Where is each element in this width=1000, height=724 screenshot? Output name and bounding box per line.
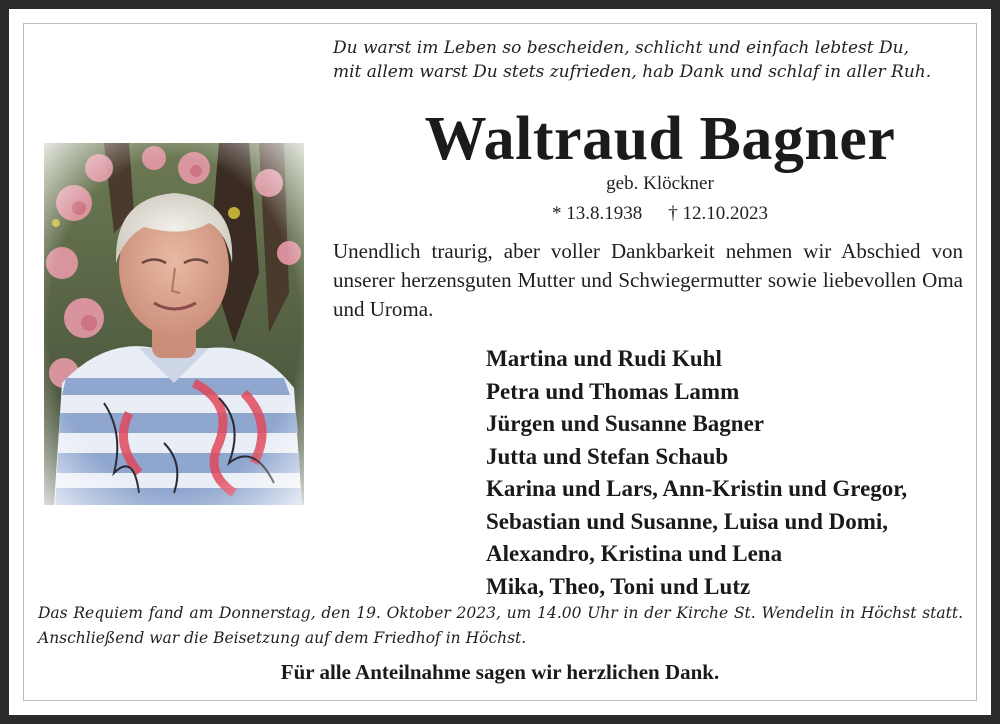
- birth-date: * 13.8.1938: [552, 203, 643, 224]
- mourners-list: [486, 343, 976, 603]
- portrait-photo: [44, 143, 304, 505]
- death-date: † 12.10.2023: [668, 203, 768, 224]
- requiem-text: Das Requiem fand am Donnerstag, den 19. Oktober 2023, um 14.00 Uhr in der Kirche St. Wendelin in Höchst statt. Anschließend war die Beisetzung auf dem Friedhof in Höchst.: [38, 604, 963, 647]
- mourner-line: Jutta und Stefan Schaub: [486, 443, 729, 469]
- mourner-line: Karina und Lars, Ann-Kristin und Gregor,: [486, 476, 908, 501]
- mourner-line: Petra und Thomas Lamm: [486, 378, 740, 404]
- farewell-text: Unendlich traurig, aber voller Dankbarkeit nehmen wir Abschied von unserer herzensguten Mutter und Schwiegermutter sowie liebevollen Oma und Uroma.: [333, 239, 963, 321]
- poem: [333, 36, 953, 84]
- mourner-line: Alexandro, Kristina und Lena: [486, 541, 783, 566]
- poem-line: Du warst im Leben so bescheiden, schlicht und einfach lebtest Du,: [333, 38, 909, 58]
- thanks-line: Für alle Anteilnahme sagen wir herzlichen Dank.: [280, 660, 720, 684]
- deceased-name: Waltraud Bagner: [424, 105, 896, 173]
- mourner-line: Jürgen und Susanne Bagner: [486, 411, 764, 436]
- maiden-name: geb. Klöckner: [606, 173, 714, 194]
- mourner-line: Mika, Theo, Toni und Lutz: [486, 573, 751, 599]
- mourner-line: Martina und Rudi Kuhl: [486, 346, 722, 371]
- mourner-line: Sebastian und Susanne, Luisa und Domi,: [486, 508, 889, 534]
- life-dates: [400, 203, 920, 225]
- poem-line: mit allem warst Du stets zufrieden, hab Dank und schlaf in aller Ruh.: [333, 62, 932, 82]
